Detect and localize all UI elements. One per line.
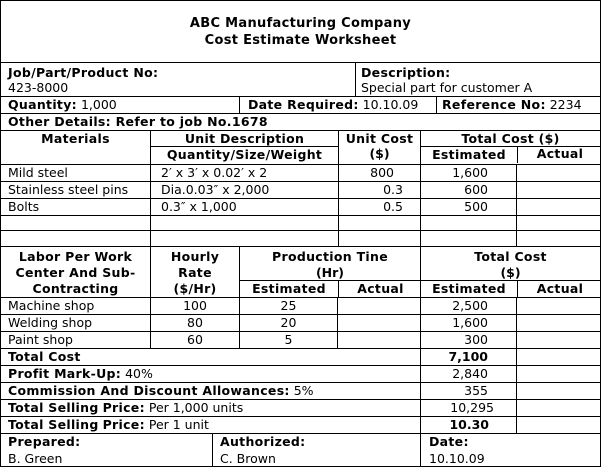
material-unit-cost: 800 xyxy=(370,165,394,180)
materials-estimated-header: Estimated xyxy=(432,147,506,162)
empty-cell xyxy=(338,231,420,246)
labor-estimated-cost-cell xyxy=(420,298,516,314)
material-unit-cost-cell xyxy=(338,199,420,215)
labor-actual-cost xyxy=(516,315,600,331)
date-label: Date: xyxy=(429,434,469,449)
markup-label: Profit Mark-Up: xyxy=(8,366,122,381)
selling-per-1: Per 1 unit xyxy=(148,417,209,432)
authorized-label: Authorized: xyxy=(220,434,306,449)
total-cost-header-unit: ($) xyxy=(538,131,560,146)
material-unit-cost-cell xyxy=(338,182,420,198)
empty-cell xyxy=(516,349,600,365)
labor-rate: 100 xyxy=(150,298,239,314)
other-details-row xyxy=(1,114,600,131)
material-unit-cost: 0.5 xyxy=(383,199,403,214)
markup-rate: 40% xyxy=(125,366,153,381)
production-time-col-header xyxy=(239,247,420,297)
labor-name: Machine shop xyxy=(8,298,95,313)
worksheet-title: Cost Estimate Worksheet xyxy=(204,33,397,48)
material-unit-cost: 0.3 xyxy=(383,182,403,197)
empty-cell xyxy=(516,231,600,246)
hourly-header-line3: ($/Hr) xyxy=(173,281,217,296)
labor-total-cost-unit: ($) xyxy=(500,265,521,280)
description-cell xyxy=(355,63,600,96)
material-name: Stainless steel pins xyxy=(8,182,129,197)
markup-cell xyxy=(1,366,420,382)
empty-cell xyxy=(420,231,516,246)
labor-actual-cost xyxy=(516,332,600,348)
material-unit-cost-cell xyxy=(338,165,420,181)
total-cost-row xyxy=(1,349,600,366)
authorized-value: C. Brown xyxy=(220,451,276,466)
labor-estimated-hr-header: Estimated xyxy=(252,281,326,296)
reference-value: 2234 xyxy=(549,97,582,112)
labor-rate: 60 xyxy=(150,332,239,348)
total-cost-cell xyxy=(420,349,516,365)
empty-cell xyxy=(516,383,600,399)
material-estimated: 1,600 xyxy=(452,165,488,180)
markup-value-cell xyxy=(420,366,516,382)
selling-1-cell xyxy=(1,417,420,433)
material-desc: 0.3″ x 1,000 xyxy=(150,199,338,215)
selling-label: Total Selling xyxy=(8,400,99,415)
markup-row xyxy=(1,366,600,383)
selling-price-1-row xyxy=(1,417,600,434)
empty-cell xyxy=(338,216,420,230)
selling-1-value-cell xyxy=(420,417,516,433)
total-cost-col-header xyxy=(420,131,600,164)
description-label: Description: xyxy=(361,65,451,80)
labor-estimated-hr: 20 xyxy=(239,315,337,331)
labor-actual-cost-header-cell xyxy=(517,280,600,297)
empty-cell xyxy=(150,216,338,230)
labor-header xyxy=(1,247,600,298)
signoff-row xyxy=(1,434,600,466)
empty-cell xyxy=(516,400,600,416)
materials-header xyxy=(1,131,600,165)
total-cost-header-label: Total Cost xyxy=(461,131,534,146)
labor-total-cost-header: Total Cost xyxy=(474,249,547,264)
hourly-rate-col-header xyxy=(150,247,239,297)
empty-cell xyxy=(150,231,338,246)
labor-header-line1: Labor Per Work xyxy=(18,249,133,264)
total-cost-label: Total Cost xyxy=(8,349,81,364)
unit-description-header: Unit Description xyxy=(151,131,338,147)
material-estimated-cell xyxy=(420,182,516,198)
table-row xyxy=(1,298,600,315)
table-row xyxy=(1,165,600,182)
date-cell xyxy=(420,434,600,466)
table-row xyxy=(1,199,600,216)
empty-cell xyxy=(516,216,600,230)
labor-actual-hr xyxy=(337,315,420,331)
material-actual xyxy=(516,199,600,215)
material-name: Mild steel xyxy=(8,165,68,180)
labor-actual-hr-header-cell xyxy=(338,280,420,297)
commission-cell xyxy=(1,383,420,399)
labor-estimated-hr: 25 xyxy=(239,298,337,314)
prepared-cell xyxy=(1,434,212,466)
hourly-header-line1: Hourly xyxy=(170,249,220,264)
selling-1000-value-cell xyxy=(420,400,516,416)
labor-actual-hr xyxy=(337,332,420,348)
date-required-cell xyxy=(239,97,436,113)
labor-total-cost-col-header xyxy=(420,247,600,297)
quantity-date-reference-row xyxy=(1,97,600,114)
production-header-line1: Production Tine xyxy=(272,249,388,264)
production-header-line2: (Hr) xyxy=(315,265,345,280)
labor-estimated-hr: 5 xyxy=(239,332,337,348)
commission-row xyxy=(1,383,600,400)
hourly-header-line2: Rate xyxy=(178,265,212,280)
markup-value: 2,840 xyxy=(452,366,488,381)
prepared-value: B. Green xyxy=(8,451,63,466)
quantity-label: Quantity: xyxy=(8,97,77,112)
labor-actual-hr-header: Actual xyxy=(357,281,404,296)
quantity-value: 1,000 xyxy=(80,97,117,112)
material-desc: Dia.0.03″ x 2,000 xyxy=(150,182,338,198)
price-label: Price: xyxy=(102,417,145,432)
company-name: ABC Manufacturing Company xyxy=(189,16,412,31)
selling-price-1000-row xyxy=(1,400,600,417)
material-estimated: 500 xyxy=(464,199,488,214)
commission-value-cell xyxy=(420,383,516,399)
materials-col-header: Materials xyxy=(41,131,110,146)
labor-estimated-cost: 2,500 xyxy=(452,298,488,313)
empty-row xyxy=(1,216,600,231)
reference-cell xyxy=(436,97,600,113)
selling-1000-value: 10,295 xyxy=(450,400,494,415)
material-actual xyxy=(516,182,600,198)
total-cost-value: 7,100 xyxy=(448,349,488,364)
unit-cost-header: Unit Cost xyxy=(345,131,414,146)
commission-rate: 5% xyxy=(293,383,314,398)
empty-cell xyxy=(516,417,600,433)
unit-cost-col-header xyxy=(338,131,420,164)
selling-1-value: 10.30 xyxy=(449,417,489,432)
labor-col-header xyxy=(1,247,150,297)
material-actual xyxy=(516,165,600,181)
labor-name: Paint shop xyxy=(8,332,73,347)
table-row xyxy=(1,182,600,199)
material-estimated: 600 xyxy=(464,182,488,197)
selling-1000-cell xyxy=(1,400,420,416)
labor-actual-cost xyxy=(516,298,600,314)
unit-cost-unit: ($) xyxy=(369,146,390,161)
labor-header-line2: Center And Sub- xyxy=(15,265,136,280)
job-cell xyxy=(1,63,355,96)
labor-estimated-cost: 1,600 xyxy=(452,315,488,330)
date-required-value: 10.10.09 xyxy=(362,97,419,112)
material-estimated-cell xyxy=(420,165,516,181)
empty-cell xyxy=(516,366,600,382)
materials-actual-header-cell xyxy=(517,146,600,163)
material-name: Bolts xyxy=(8,199,40,214)
labor-name: Welding shop xyxy=(8,315,93,330)
table-row xyxy=(1,315,600,332)
total-cost-header xyxy=(421,131,600,147)
labor-actual-hr xyxy=(337,298,420,314)
reference-label: Reference No: xyxy=(442,97,546,112)
other-details: Other Details: Refer to job No.1678 xyxy=(8,114,268,129)
labor-header-line3: Contracting xyxy=(32,281,119,296)
selling-label: Total Selling xyxy=(8,417,99,432)
labor-rate: 80 xyxy=(150,315,239,331)
job-description-row xyxy=(1,63,600,97)
worksheet-header xyxy=(1,1,600,63)
labor-estimated-cost-header: Estimated xyxy=(432,281,506,296)
qty-size-weight-header: Quantity/Size/Weight xyxy=(166,147,323,162)
quantity-cell xyxy=(1,97,239,113)
price-label: Price: xyxy=(102,400,145,415)
empty-cell xyxy=(1,231,150,246)
job-number: 423-8000 xyxy=(8,80,69,95)
unit-description-col-header xyxy=(150,131,338,164)
material-desc: 2′ x 3′ x 0.02′ x 2 xyxy=(150,165,338,181)
materials-actual-header: Actual xyxy=(536,146,584,161)
empty-cell xyxy=(420,216,516,230)
date-required-label: Date Required: xyxy=(248,97,359,112)
empty-row xyxy=(1,231,600,247)
job-label: Job/Part/Product No: xyxy=(8,65,159,80)
prepared-label: Prepared: xyxy=(8,434,81,449)
selling-per-1000: Per 1,000 units xyxy=(148,400,244,415)
table-row xyxy=(1,332,600,349)
empty-cell xyxy=(1,216,150,230)
material-estimated-cell xyxy=(420,199,516,215)
labor-estimated-cost-cell xyxy=(420,315,516,331)
date-value: 10.10.09 xyxy=(429,451,485,466)
labor-actual-cost-header: Actual xyxy=(536,281,584,296)
labor-estimated-cost: 300 xyxy=(464,332,488,347)
authorized-cell xyxy=(212,434,420,466)
commission-value: 355 xyxy=(464,383,488,398)
description-value: Special part for customer A xyxy=(361,80,533,95)
labor-estimated-cost-cell xyxy=(420,332,516,348)
commission-label: Commission And Discount Allowances: xyxy=(8,383,290,398)
